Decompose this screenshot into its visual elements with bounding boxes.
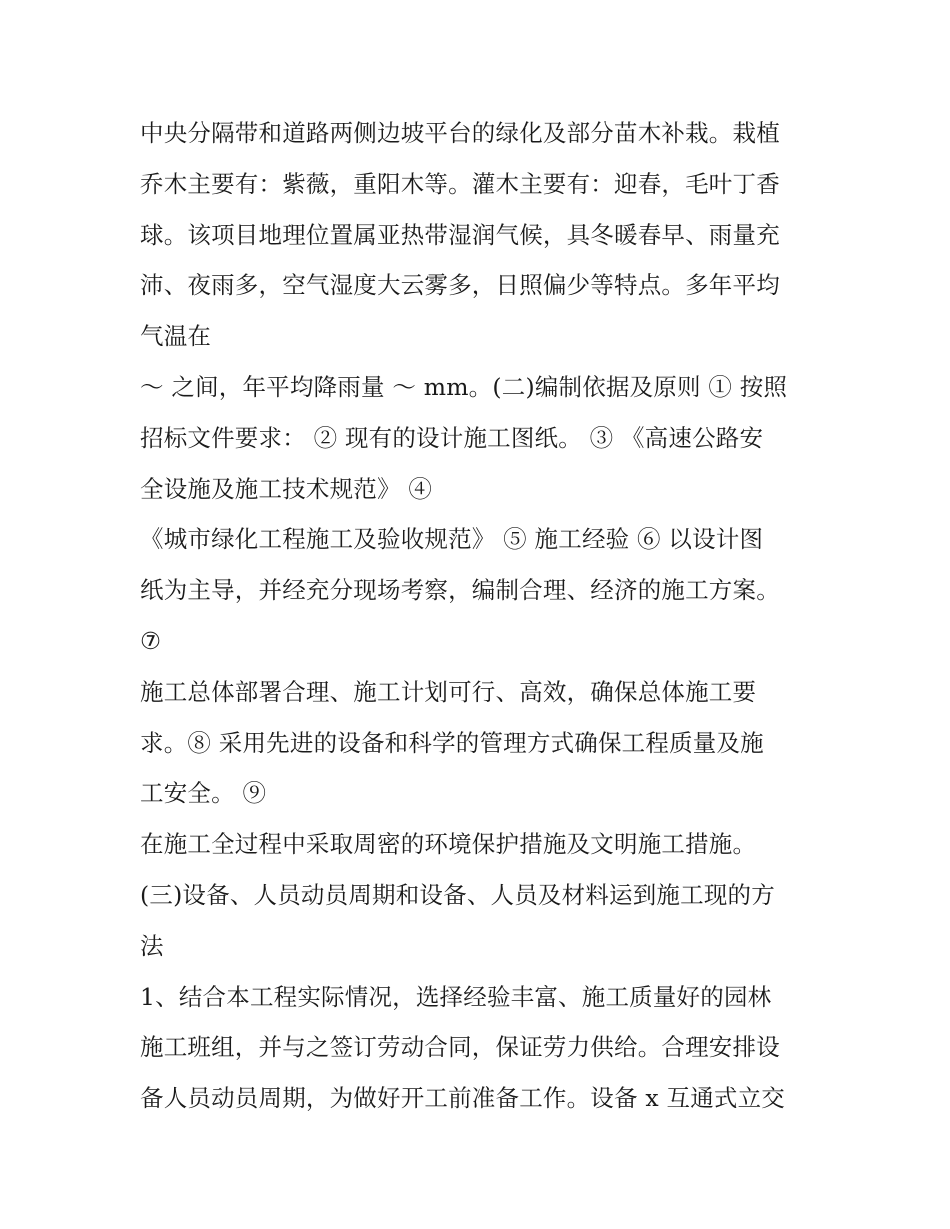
text-line: 施工班组，并与之签订劳动合同，保证劳力供给。合理安排设	[140, 1033, 780, 1062]
text-line: 中央分隔带和道路两侧边坡平台的绿化及部分苗木补栽。栽植	[140, 119, 780, 147]
document-body	[140, 108, 820, 1124]
text-line: 工安全。 ⑨	[140, 779, 267, 808]
text-line: 球。该项目地理位置属亚热带湿润气候，具冬暖春早、雨量充	[140, 220, 780, 249]
text-line: (三)设备、人员动员周期和设备、人员及材料运到施工现的方	[140, 880, 775, 909]
text-line: 沛、夜雨多，空气湿度大云雾多，日照偏少等特点。多年平均	[140, 271, 780, 300]
text-line: 乔木主要有：紫薇，重阳木等。灌木主要有：迎春，毛叶丁香	[140, 169, 780, 198]
text-line: 1、结合本工程实际情况，选择经验丰富、施工质量好的园林	[140, 982, 772, 1011]
text-line: 法	[140, 931, 164, 960]
text-line: 全设施及施工技术规范》 ④	[140, 474, 433, 503]
text-line: 求。⑧ 采用先进的设备和科学的管理方式确保工程质量及施	[140, 728, 764, 757]
text-line: 纸为主导，并经充分现场考察，编制合理、经济的施工方案。	[140, 576, 780, 605]
text-line: 招标文件要求： ② 现有的设计施工图纸。 ③ 《高速公路安	[140, 423, 764, 452]
text-line: ⑦	[140, 626, 162, 655]
text-line: 施工总体部署合理、施工计划可行、高效，确保总体施工要	[140, 677, 757, 706]
text-line: 气温在	[140, 322, 212, 351]
text-line: ～ 之间，年平均降雨量 ～ mm。(二)编制依据及原则 ① 按照	[140, 372, 788, 401]
text-line: 备人员动员周期，为做好开工前准备工作。设备 x 互通式立交	[140, 1084, 785, 1113]
text-line: 《城市绿化工程施工及验收规范》 ⑤ 施工经验 ⑥ 以设计图	[140, 525, 764, 554]
text-line: 在施工全过程中采取周密的环境保护措施及文明施工措施。	[140, 830, 757, 859]
